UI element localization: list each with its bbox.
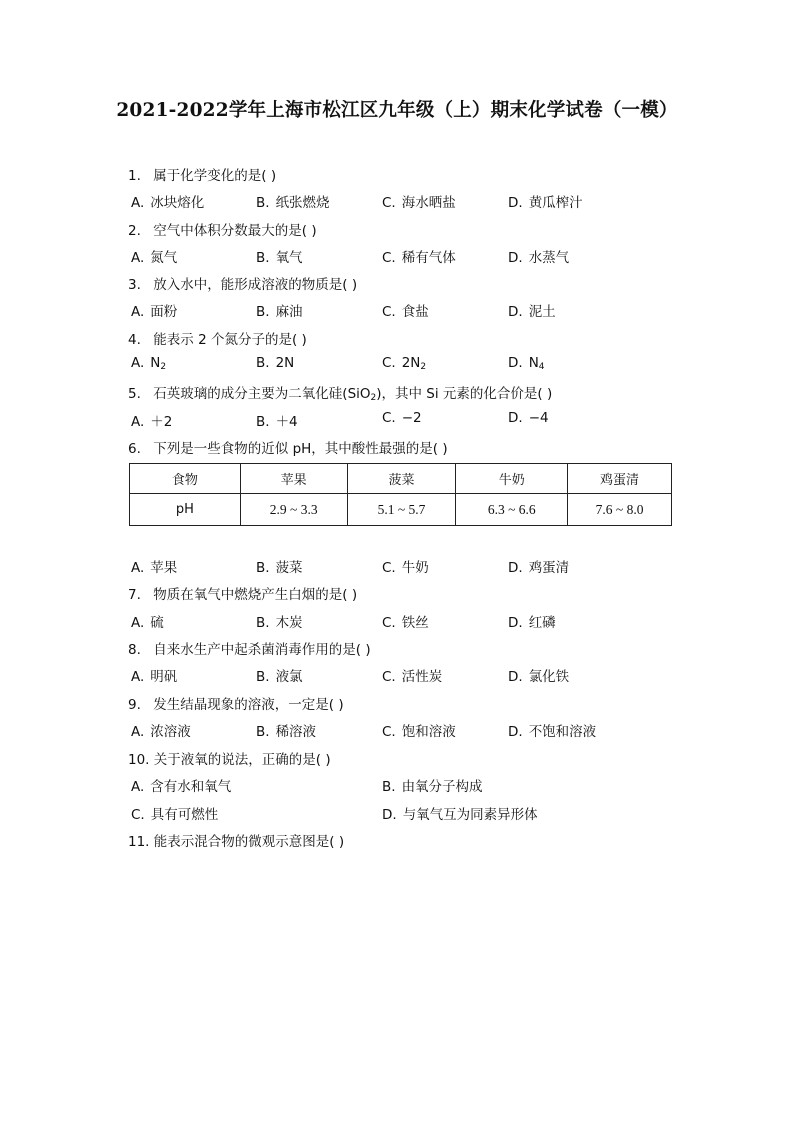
option-b (256, 556, 303, 576)
table-row (130, 494, 672, 526)
question-text: 属于化学变化的是( ) (153, 168, 277, 184)
option-text: 氧气 (275, 250, 303, 266)
option-text: 浓溶液 (150, 724, 191, 740)
option-b (256, 410, 298, 430)
table-header-row (130, 464, 672, 494)
option-label: B. (256, 250, 270, 266)
option-label: C. (382, 560, 396, 576)
option-label: D. (382, 807, 397, 823)
question-9 (128, 693, 344, 713)
table-cell: 食物 (130, 464, 241, 494)
option-label: C. (382, 250, 396, 266)
option-c (382, 410, 422, 426)
option-b (256, 191, 330, 211)
option-label: B. (256, 195, 270, 211)
option-text: 具有可燃性 (150, 807, 219, 823)
option-label: D. (508, 195, 523, 211)
option-a (131, 355, 166, 372)
question-text: 发生结晶现象的溶液，一定是( ) (153, 697, 344, 713)
option-d (508, 300, 556, 320)
option-text: 面粉 (150, 304, 178, 320)
option-d (508, 665, 569, 685)
option-label: D. (508, 615, 523, 631)
option-a (131, 775, 231, 795)
option-label: B. (256, 355, 270, 371)
option-text: 饱和溶液 (401, 724, 456, 740)
question-text: 关于液氧的说法，正确的是( ) (153, 752, 331, 768)
option-c (382, 191, 456, 211)
option-a (131, 556, 177, 576)
question-text-post: )，其中 Si 元素的化合价是( ) (376, 386, 553, 402)
table-cell: 菠菜 (347, 464, 456, 494)
option-label: B. (256, 615, 270, 631)
question-text: 能表示混合物的微观示意图是( ) (153, 834, 345, 850)
question-number: 2. (128, 223, 141, 239)
option-text: N (528, 355, 539, 371)
option-b (256, 300, 303, 320)
option-b (256, 246, 303, 266)
option-text: 氮气 (150, 250, 178, 266)
option-label: A. (131, 195, 145, 211)
option-label: B. (256, 724, 270, 740)
option-label: D. (508, 560, 523, 576)
question-number: 7. (128, 587, 141, 603)
option-label: A. (131, 414, 145, 430)
option-label: B. (256, 560, 270, 576)
question-11 (128, 830, 344, 850)
option-text: ＋2 (150, 414, 173, 430)
question-text: 下列是一些食物的近似 pH，其中酸性最强的是( ) (153, 441, 448, 457)
question-8 (128, 638, 371, 658)
option-text: 红磷 (528, 615, 556, 631)
question-number: 10. (128, 752, 150, 768)
question-7 (128, 583, 357, 603)
question-6 (128, 437, 448, 457)
option-text: 与氧气互为同素异形体 (402, 807, 538, 823)
option-c (382, 611, 429, 631)
option-d (508, 410, 549, 426)
option-text: 明矾 (150, 669, 178, 685)
question-number: 1. (128, 168, 141, 184)
question-number: 9. (128, 697, 141, 713)
question-number: 3. (128, 277, 141, 293)
question-3 (128, 273, 357, 293)
option-b (382, 775, 483, 795)
option-label: B. (256, 414, 270, 430)
option-label: C. (382, 195, 396, 211)
option-label: B. (256, 669, 270, 685)
question-number: 6. (128, 441, 141, 457)
option-label: C. (382, 724, 396, 740)
question-text: 能表示 2 个氮分子的是( ) (153, 332, 307, 348)
question-number: 8. (128, 642, 141, 658)
option-c (382, 246, 456, 266)
option-c (382, 300, 429, 320)
option-label: C. (382, 355, 396, 371)
option-label: C. (382, 304, 396, 320)
option-text: 泥土 (528, 304, 556, 320)
subscript: 4 (538, 362, 545, 372)
option-d (508, 191, 583, 211)
question-10 (128, 748, 331, 768)
option-text: 牛奶 (401, 560, 429, 576)
question-text: 物质在氧气中燃烧产生白烟的是( ) (153, 587, 358, 603)
option-a (131, 720, 191, 740)
option-b (256, 611, 303, 631)
option-text: 海水晒盐 (401, 195, 456, 211)
option-c (382, 665, 442, 685)
question-text: 放入水中，能形成溶液的物质是( ) (153, 277, 358, 293)
question-number: 11. (128, 834, 150, 850)
question-text: 自来水生产中起杀菌消毒作用的是( ) (153, 642, 371, 658)
option-c (382, 720, 456, 740)
question-text-pre: 石英玻璃的成分主要为二氧化硅(SiO (153, 386, 371, 402)
option-label: C. (131, 807, 145, 823)
option-d (508, 720, 596, 740)
option-label: B. (382, 779, 396, 795)
option-a (131, 191, 204, 211)
table-cell: 鸡蛋清 (568, 464, 672, 494)
option-label: D. (508, 250, 523, 266)
option-text: 硫 (150, 615, 164, 631)
option-a (131, 611, 164, 631)
option-text: 含有水和氧气 (150, 779, 232, 795)
option-c (382, 355, 426, 372)
option-label: D. (508, 355, 523, 371)
option-d (508, 556, 569, 576)
question-number: 4. (128, 332, 141, 348)
option-label: A. (131, 779, 145, 795)
option-label: C. (382, 669, 396, 685)
option-a (131, 410, 172, 430)
page-title: 2021-2022学年上海市松江区九年级（上）期末化学试卷（一模） (116, 100, 678, 121)
option-text: 2N (401, 355, 421, 371)
option-text: ＋4 (275, 414, 298, 430)
option-label: D. (508, 304, 523, 320)
option-text: 由氧分子构成 (401, 779, 483, 795)
ph-table (129, 463, 672, 526)
option-d (382, 803, 538, 823)
option-text: 水蒸气 (528, 250, 570, 266)
option-label: A. (131, 615, 145, 631)
option-d (508, 611, 556, 631)
option-text: 氯化铁 (528, 669, 570, 685)
option-text: 食盐 (401, 304, 429, 320)
option-text: 纸张燃烧 (275, 195, 330, 211)
option-label: B. (256, 304, 270, 320)
option-text: 麻油 (275, 304, 303, 320)
option-label: A. (131, 355, 145, 371)
option-label: D. (508, 669, 523, 685)
option-text: N (150, 355, 161, 371)
option-d (508, 355, 545, 372)
option-text: 稀有气体 (401, 250, 456, 266)
option-text: 液氯 (275, 669, 303, 685)
table-cell: 2.9 ~ 3.3 (240, 494, 347, 526)
option-b (256, 355, 294, 371)
question-text: 空气中体积分数最大的是( ) (153, 223, 317, 239)
option-a (131, 665, 177, 685)
subscript: 2 (370, 393, 377, 403)
option-b (256, 665, 303, 685)
table-cell: 6.3 ~ 6.6 (456, 494, 568, 526)
option-label: A. (131, 304, 145, 320)
option-label: A. (131, 724, 145, 740)
option-label: C. (382, 410, 396, 426)
option-text: 2N (275, 355, 295, 371)
option-label: A. (131, 669, 145, 685)
option-text: 铁丝 (401, 615, 429, 631)
option-label: A. (131, 560, 145, 576)
option-text: 菠菜 (275, 560, 303, 576)
question-5 (128, 382, 552, 403)
question-number: 5. (128, 386, 141, 402)
option-label: D. (508, 410, 523, 426)
option-label: C. (382, 615, 396, 631)
option-text: 活性炭 (401, 669, 443, 685)
question-1 (128, 164, 276, 184)
subscript: 2 (420, 362, 427, 372)
option-text: 冰块熔化 (150, 195, 205, 211)
option-c (131, 803, 218, 823)
option-c (382, 556, 429, 576)
option-text: 黄瓜榨汁 (528, 195, 583, 211)
option-label: A. (131, 250, 145, 266)
table-cell: pH (130, 494, 241, 526)
option-text: 苹果 (150, 560, 178, 576)
table-cell: 牛奶 (456, 464, 568, 494)
subscript: 2 (160, 362, 167, 372)
option-text: 鸡蛋清 (528, 560, 570, 576)
option-text: 稀溶液 (275, 724, 317, 740)
table-cell: 7.6 ~ 8.0 (568, 494, 672, 526)
option-text: 不饱和溶液 (528, 724, 597, 740)
option-label: D. (508, 724, 523, 740)
option-a (131, 246, 177, 266)
question-4 (128, 328, 307, 348)
option-text: 木炭 (275, 615, 303, 631)
option-a (131, 300, 177, 320)
question-2 (128, 219, 317, 239)
option-text: −4 (528, 410, 549, 426)
option-d (508, 246, 569, 266)
table-cell: 5.1 ~ 5.7 (347, 494, 456, 526)
option-text: −2 (401, 410, 422, 426)
table-cell: 苹果 (240, 464, 347, 494)
option-b (256, 720, 316, 740)
